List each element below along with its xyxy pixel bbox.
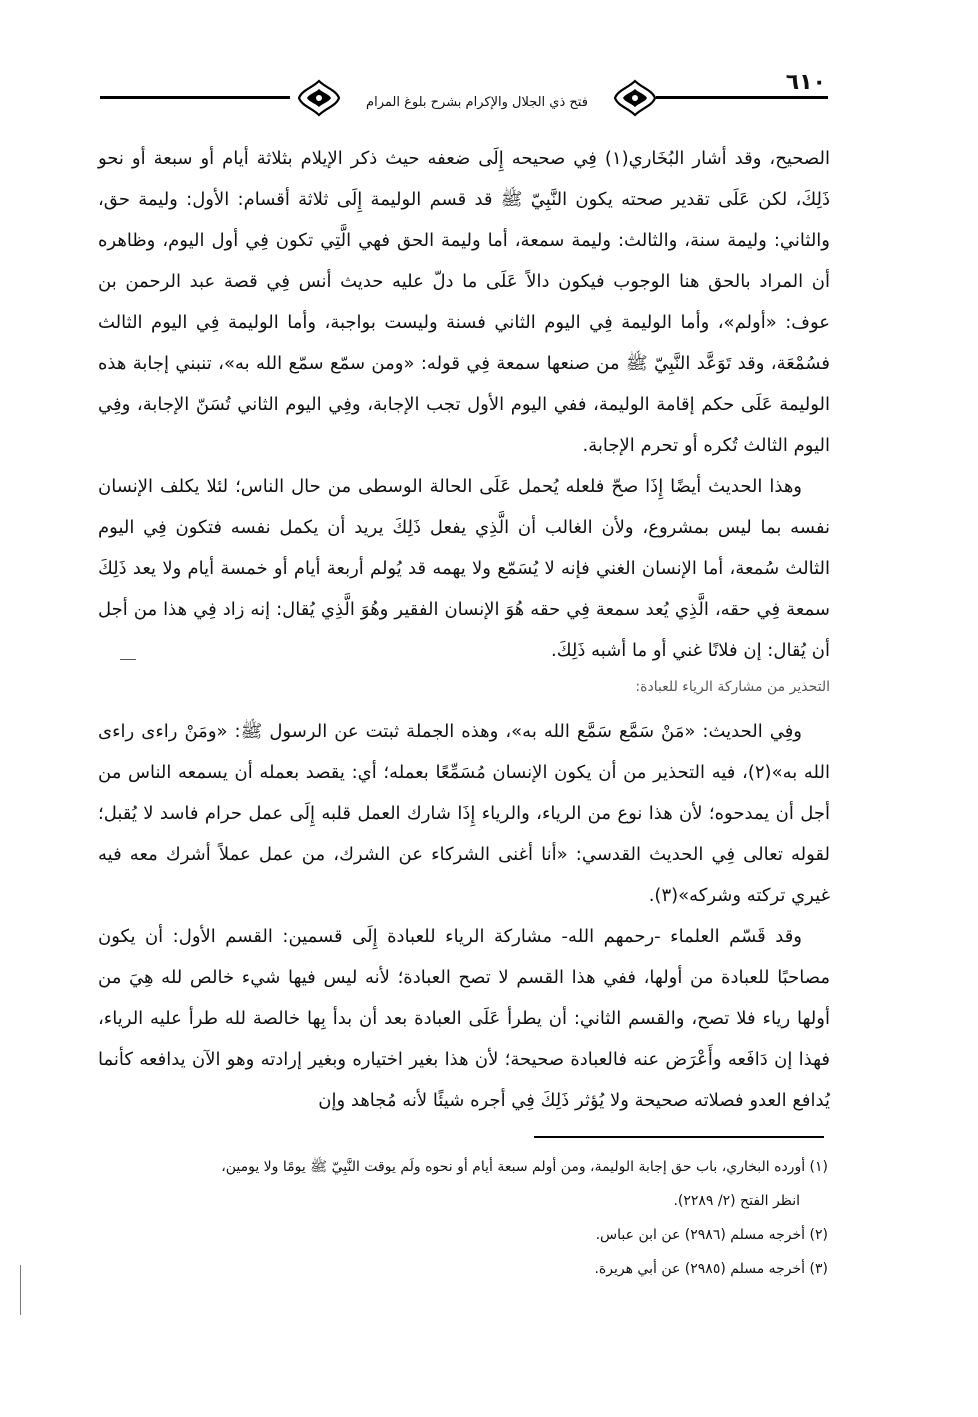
header-rule-left: [100, 96, 290, 99]
main-text: [98, 138, 830, 1121]
footnote: (٣) أخرجه مسلم (٢٩٨٥) عن أبي هريرة.: [594, 1261, 828, 1277]
page-number: ٦١٠: [785, 70, 826, 95]
paragraph: وقد قَسّم العلماء -رحمهم الله- مشاركة الرياء للعبادة إِلَى قسمين: القسم الأول: أن يكون مصاحبًا للعبادة من أولها، ففي هذا القسم لا تصح العبادة؛ لأنه ليس فيها شيء خالص لله هِيَ من أولها رياء فلا تصح، والقسم الثاني: أن يطرأ عَلَى العبادة بعد أن بدأ بِها خالصة لله طرأ عليه الرياء، فهذا إن دَافَعه وأَعْرَض عنه فالعبادة صحيحة؛ لأن هذا بغير اختياره وبغير إرادته وهو الآن يدافعه كأنما يُدافع العدو فصلاته صحيحة ولا يُؤثر ذَلِكَ فِي أجره شيئًا لأنه مُجاهد وإن: [98, 926, 830, 1111]
footnote-continuation: انظر الفتح (٢/ ٢٢٨٩).: [673, 1193, 800, 1209]
paragraph: الصحيح، وقد أشار البُخَاري(١) فِي صحيحه إِلَى ضعفه حيث ذكر الإيلام بثلاثة أيام أو سبعة أو نحو ذَلِكَ، لكن عَلَى تقدير صحته يكون النَّبِيّ ﷺ قد قسم الوليمة إِلَى ثلاثة أقسام: الأول: وليمة حق، والثاني: وليمة سنة، والثالث: وليمة سمعة، أما وليمة الحق فهي الَّتِي تكون فِي أول اليوم، وظاهره أن المراد بالحق هنا الوجوب فيكون دالاً عَلَى ما دلّ عليه حديث أنس فِي قصة عبد الرحمن بن عوف: «أولم»، وأما الوليمة فِي اليوم الثاني فسنة وليست بواجبة، وأما الوليمة فِي اليوم الثالث فسُمْعَة، وقد تَوَعَّد النَّبِيّ ﷺ من صنعها سمعة فِي قوله: «ومن سمّع سمّع الله به»، تنبني إجابة هذه الوليمة عَلَى حكم إقامة الوليمة، ففي اليوم الأول تجب الإجابة، وفِي اليوم الثاني تُسَنّ الإجابة، وفِي اليوم الثالث تُكره أو تحرم الإجابة.: [98, 148, 830, 456]
book-title: فتح ذي الجلال والإكرام بشرح بلوغ المرام: [366, 95, 588, 110]
right-ornament-icon: [612, 78, 658, 118]
margin-mark: [120, 659, 136, 660]
scan-margin-mark: [20, 1265, 21, 1315]
footnote: (٢) أخرجه مسلم (٢٩٨٦) عن ابن عباس.: [595, 1227, 828, 1243]
footnote: (١) أورده البخاري، باب حق إجابة الوليمة، ومن أولم سبعة أيام أو نحوه ولَم يوقت النَّبِيّ ﷺ يومًا ولا يومين،: [221, 1159, 828, 1175]
paragraph: وهذا الحديث أيضًا إِذَا صحّ فلعله يُحمل عَلَى الحالة الوسطى من حال الناس؛ لئلا يكلف الإنسان نفسه بما ليس بمشروع، ولأن الغالب أن الَّذِي يفعل ذَلِكَ يريد أن يكمل نفسه فتكون فِي اليوم الثالث سُمعة، أما الإنسان الغني فإنه لا يُسَمّع ولا يهمه قد يُولم أربعة أيام أو خمسة أيام ولا يعد ذَلِكَ سمعة فِي حقه، الَّذِي يُعد سمعة فِي حقه هُوَ الإنسان الفقير وهُوَ الَّذِي يُقال: إنه زاد فِي هذا من أجل أن يُقال: إن فلانًا غني أو ما أشبه ذَلِكَ.: [98, 476, 830, 661]
page-header: [100, 70, 828, 122]
header-rule-right: [656, 96, 828, 99]
footnotes: [100, 1150, 828, 1286]
footnote-divider: [534, 1136, 824, 1138]
left-ornament-icon: [296, 78, 342, 118]
section-heading: التحذير من مشاركة الرياء للعبادة:: [635, 679, 830, 695]
paragraph: وفِي الحديث: «مَنْ سَمَّع سَمَّع الله به»، وهذه الجملة ثبتت عن الرسول ﷺ: «ومَنْ راءى راءى الله به»(٢)، فيه التحذير من أن يكون الإنسان مُسَمِّعًا بعمله؛ أي: يقصد بعمله أن يسمعه الناس من أجل أن يمدحوه؛ لأن هذا نوع من الرياء، والرياء إِذَا شارك العمل قلبه إِلَى عمل حرام فاسد لا يُقبل؛ لقوله تعالى فِي الحديث القدسي: «أنا أغنى الشركاء عن الشرك، من عمل عملاً أشرك معه فيه غيري تركته وشركه»(٣).: [98, 721, 830, 906]
